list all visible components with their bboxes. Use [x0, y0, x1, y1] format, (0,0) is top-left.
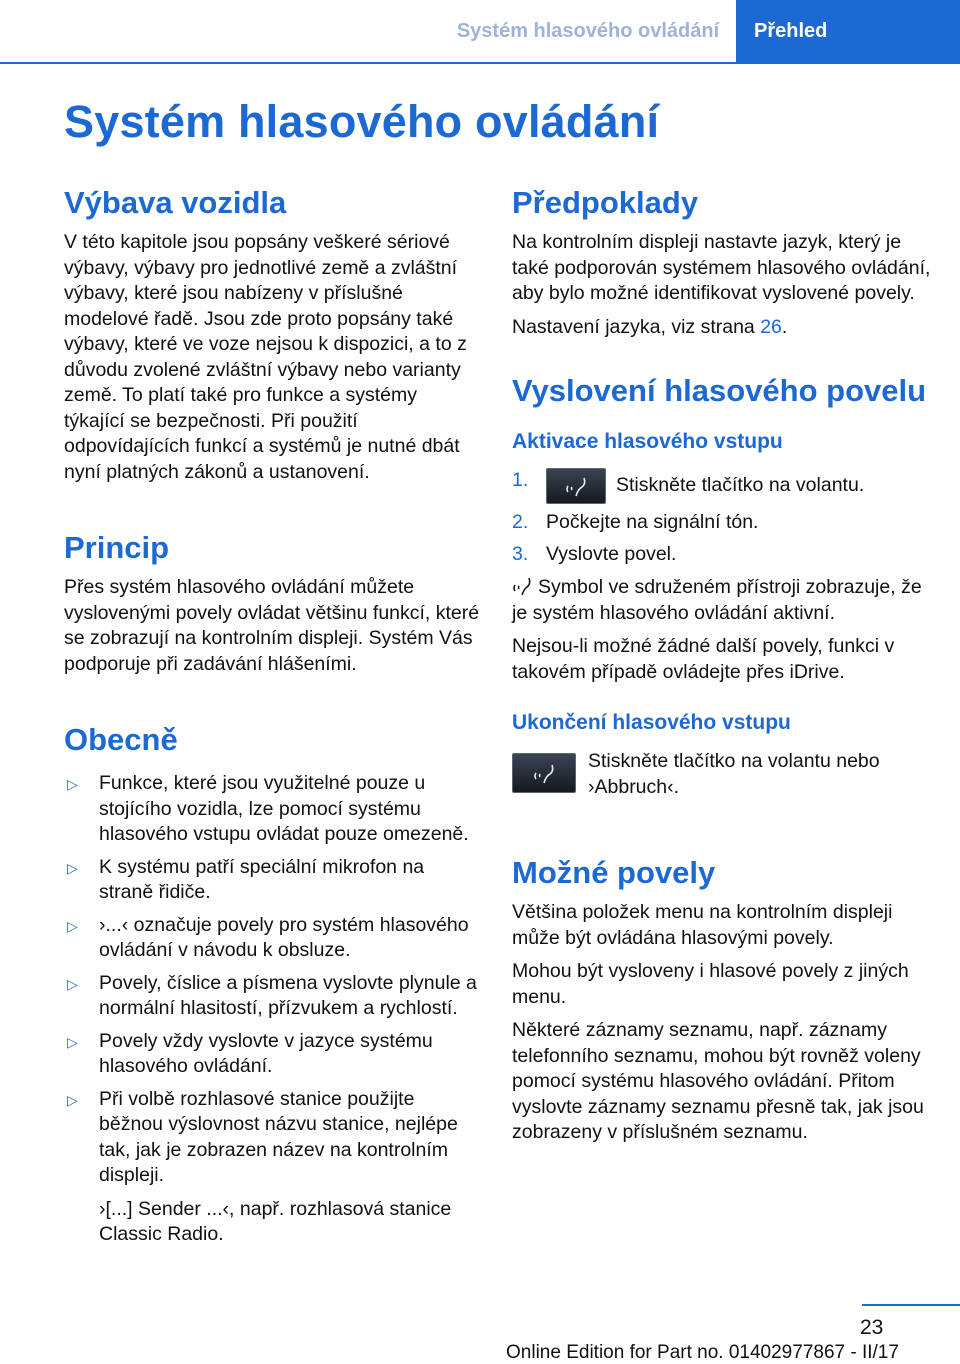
ukonceni-text: Stiskněte tlačítko na volantu nebo ›Abbruch‹. — [588, 750, 880, 798]
list-item: ▷ K systému patří speciální mikrofon na straně řidiče. — [67, 855, 425, 903]
heading-obecne: Obecně — [64, 722, 178, 757]
symbol-note: Symbol ve sdruženém přístroji zobrazuje, že je systém hlasového ovládání aktivní. — [512, 576, 922, 624]
list-item: ▷ Povely, číslice a písmena vyslovte plynule a normální hlasitostí, přízvukem a rychlostí. — [67, 971, 477, 1019]
ukonceni-block — [512, 749, 932, 800]
aktivace-steps — [512, 468, 932, 567]
triangle-right-icon: ▷ — [67, 1091, 78, 1108]
page-title: Systém hlasového ovládání — [64, 96, 660, 147]
header-rule — [0, 62, 960, 64]
heading-aktivace: Aktivace hlasového vstupu — [512, 430, 783, 453]
voice-command-icon — [546, 468, 606, 504]
triangle-right-icon: ▷ — [67, 975, 78, 992]
idrive-note: Nejsou-li možné žádné další povely, funkci v takovém případě ovládejte přes iDrive. — [512, 635, 895, 683]
heading-povely: Možné povely — [512, 855, 716, 890]
voice-command-icon — [512, 753, 576, 793]
voice-symbol-icon — [512, 576, 534, 596]
triangle-right-icon: ▷ — [67, 859, 78, 876]
header-tab: Přehled — [736, 0, 960, 62]
footer-rule — [862, 1304, 960, 1306]
predpoklady-text: Na kontrolním displeji nastavte jazyk, který je také podporován systémem hlasového ovládání, aby bylo možné identifikovat vyslovené povely. — [512, 231, 931, 304]
heading-princip: Princip — [64, 530, 170, 565]
heading-ukonceni: Ukončení hlasového vstupu — [512, 711, 791, 734]
list-item: ▷ ›...‹ označuje povely pro systém hlasového ovládání v návodu k obsluze. — [67, 913, 469, 961]
list-item: ▷ Povely vždy vyslovte v jazyce systému hlasového ovládání. — [67, 1029, 433, 1077]
obecne-list — [64, 771, 482, 1248]
page-number: 23 — [860, 1316, 884, 1339]
povely-p1: Většina položek menu na kontrolním displeji může být ovládána hlasovými povely. — [512, 901, 893, 949]
povely-p2: Mohou být vysloveny i hlasové povely z jiných menu. — [512, 960, 909, 1008]
triangle-right-icon: ▷ — [67, 776, 78, 792]
list-item-extra: ›[...] Sender ...‹, např. rozhlasová stanice Classic Radio. — [99, 1197, 452, 1245]
heading-predpoklady: Předpoklady — [512, 185, 699, 220]
list-item: ▷ Funkce, které jsou využitelné pouze u stojícího vozidla, lze pomocí systému hlasového vstupu ovládat pouze omezeně. — [67, 772, 469, 845]
povely-p3: Některé záznamy seznamu, např. záznamy telefonního seznamu, mohou být rovněž voleny pomocí systému hlasového ovládání. Přitom vyslovte záznamy seznamu přesně tak, jak jsou zobrazeny v příslušném seznamu. — [512, 1019, 924, 1143]
triangle-right-icon: ▷ — [67, 1033, 78, 1050]
heading-vysloveni: Vyslovení hlasového povelu — [512, 373, 927, 408]
left-column — [64, 184, 482, 1248]
list-item: 2. Počkejte na signální tón. — [512, 511, 759, 533]
list-item: 1. Stiskněte tlačítko na volantu. — [512, 468, 932, 504]
edition-note: Online Edition for Part no. 01402977867 - II/17 — [506, 1342, 899, 1363]
vybava-text: V této kapitole jsou popsány veškeré sériové výbavy, výbavy pro jednotlivé země a zvláštní výbavy, které jsou nabízeny v příslušné modelové řadě. Jsou zde proto popsány také výbavy, které ve voze nejsou k dispozici, a to z důvodu zvolené zvláštní výbavy nebo varianty země. To platí také pro funkce a systémy týkající se bezpečnosti. Při použití odpovídajících funkcí a systémů je nutné dbát nyní platných zákonů a ustanovení. — [64, 231, 467, 483]
right-column — [512, 184, 932, 1146]
princip-text: Přes systém hlasového ovládání můžete vyslovenými povely ovládat většinu funkcí, které se zobrazují na kontrolním displeji. Systém Vás podporuje při zadávání hlášeními. — [64, 576, 480, 675]
header-section-title: Systém hlasového ovládání — [456, 19, 720, 42]
list-item: ▷ Při volbě rozhlasové stanice použijte běžnou výslovnost názvu stanice, nejlépe tak, jak je zobrazen název na kontrolním displeji. ›[...] Sender ...‹, např. rozhlasová stanice Classic Radio. — [64, 1087, 482, 1248]
heading-vybava: Výbava vozidla — [64, 185, 287, 220]
page-header — [0, 0, 960, 62]
page-ref-link[interactable]: 26 — [760, 315, 782, 338]
triangle-right-icon: ▷ — [67, 917, 78, 934]
language-ref: Nastavení jazyka, viz strana 26. — [512, 315, 788, 338]
list-item: 3. Vyslovte povel. — [512, 542, 677, 565]
